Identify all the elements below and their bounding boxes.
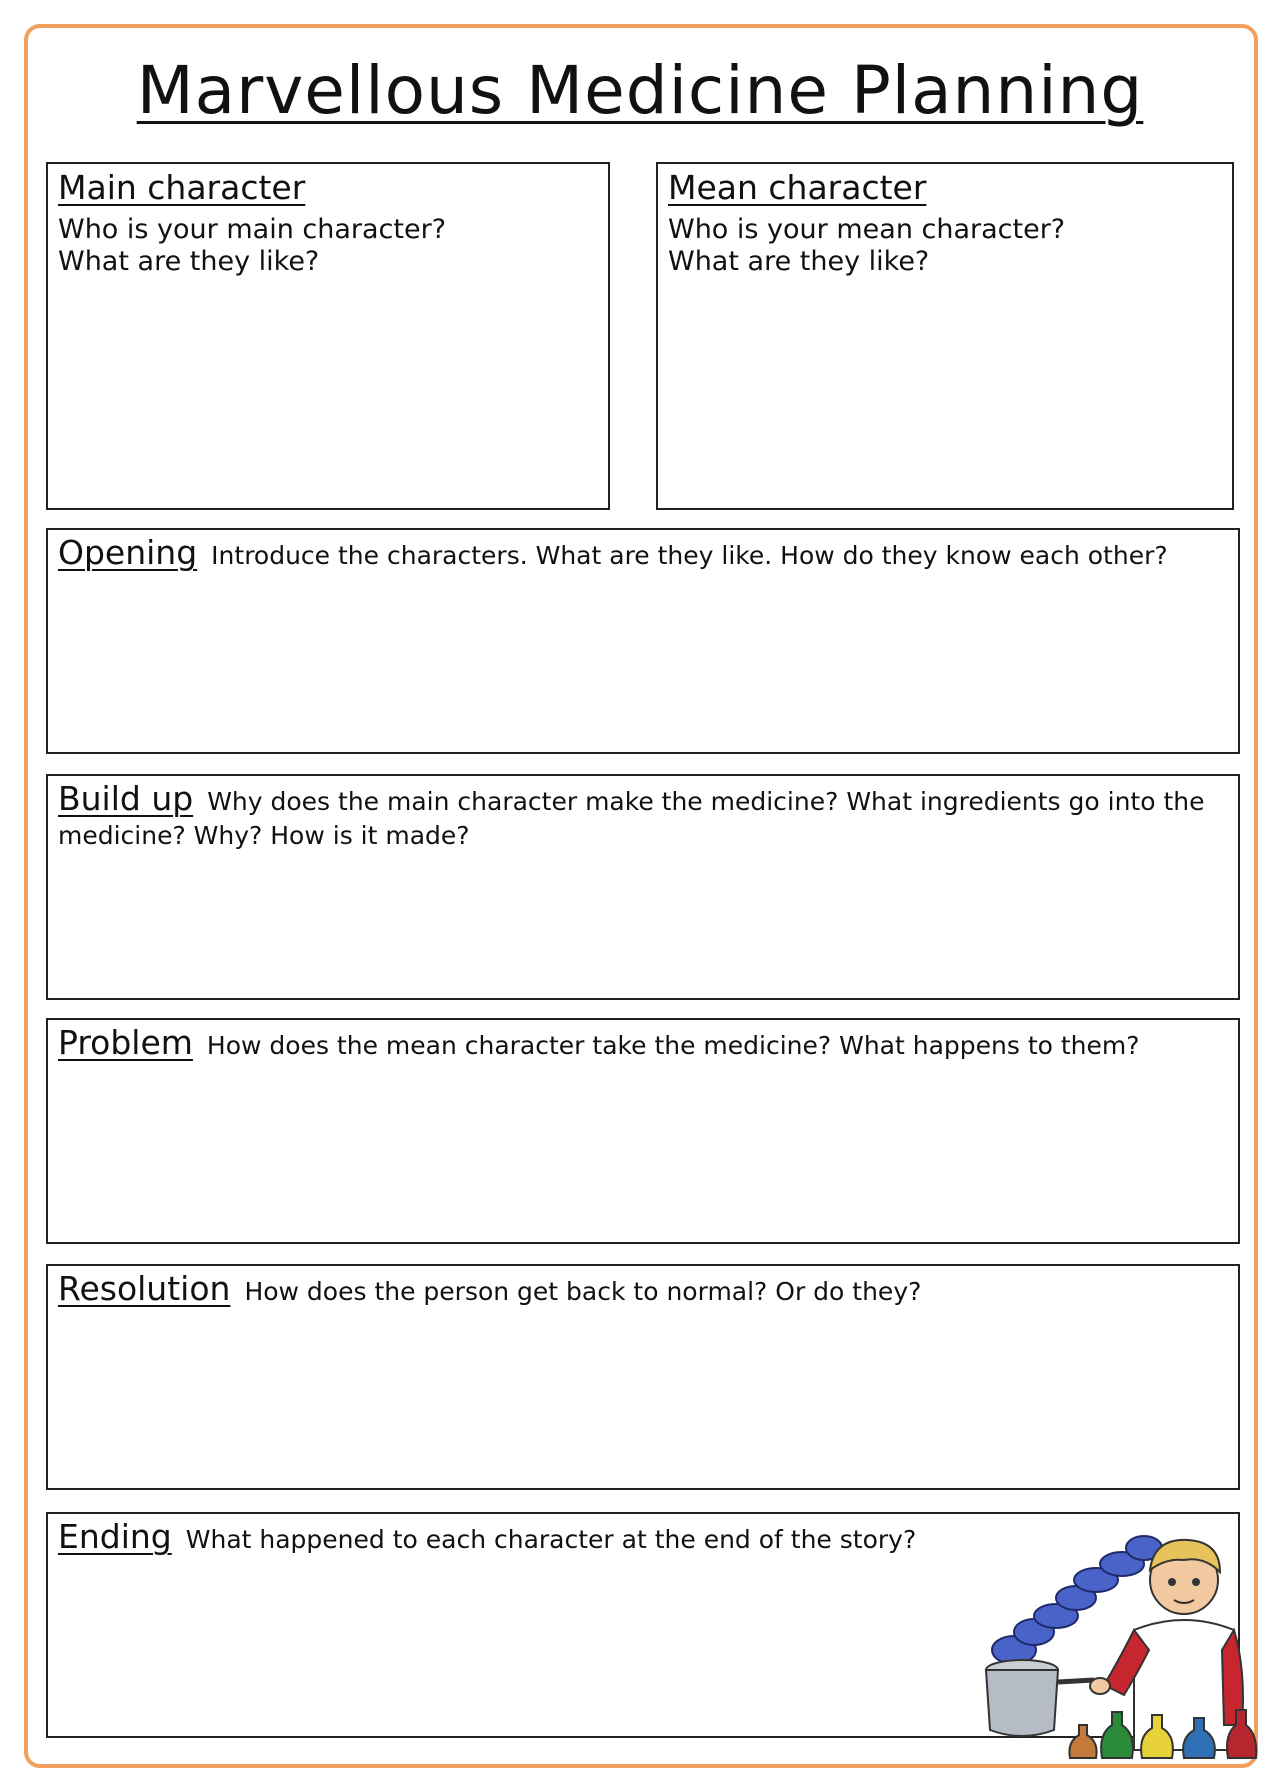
problem-heading: Problem xyxy=(58,1023,193,1062)
build-up-prompt: Why does the main character make the medicine? What ingredients go into the medicine? Why? How is it made? xyxy=(58,787,1205,850)
opening-heading: Opening xyxy=(58,533,198,572)
mean-character-questions xyxy=(668,214,1065,278)
ending-heading: Ending xyxy=(58,1517,172,1556)
opening-box[interactable] xyxy=(46,528,1240,754)
build-up-line xyxy=(58,779,1218,853)
opening-prompt: Introduce the characters. What are they like. How do they know each other? xyxy=(211,541,1168,570)
main-character-heading: Main character xyxy=(58,168,306,207)
problem-box[interactable] xyxy=(46,1018,1240,1244)
main-character-question-2: What are they like? xyxy=(58,246,320,277)
resolution-prompt: How does the person get back to normal? Or do they? xyxy=(244,1277,922,1306)
main-character-questions xyxy=(58,214,446,278)
mean-character-question-1: Who is your mean character? xyxy=(668,214,1066,245)
resolution-box[interactable] xyxy=(46,1264,1240,1490)
problem-line xyxy=(58,1023,1218,1063)
build-up-heading: Build up xyxy=(58,779,194,818)
build-up-box[interactable] xyxy=(46,774,1240,1000)
opening-line xyxy=(58,533,1218,573)
resolution-line xyxy=(58,1269,1218,1309)
main-character-question-1: Who is your main character? xyxy=(58,214,447,245)
mean-character-heading: Mean character xyxy=(668,168,927,207)
main-character-box[interactable] xyxy=(46,162,610,510)
pot-icon xyxy=(986,1660,1094,1736)
resolution-heading: Resolution xyxy=(58,1269,231,1308)
mean-character-box[interactable] xyxy=(656,162,1234,510)
page-title: Marvellous Medicine Planning xyxy=(136,52,1144,129)
boy-with-pot-illustration xyxy=(984,1520,1264,1770)
ending-prompt: What happened to each character at the end of the story? xyxy=(185,1525,917,1554)
mean-character-question-2: What are they like? xyxy=(668,246,930,277)
problem-prompt: How does the mean character take the medicine? What happens to them? xyxy=(206,1031,1140,1060)
